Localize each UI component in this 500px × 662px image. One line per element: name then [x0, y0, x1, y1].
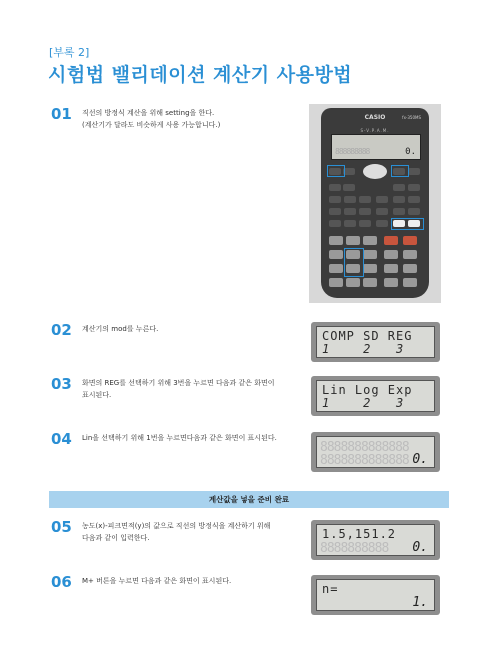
ready-banner: 계산값을 넣을 준비 완료	[49, 491, 449, 508]
calculator-key	[403, 278, 417, 287]
calculator-key	[376, 220, 388, 227]
highlight-numbers	[344, 248, 364, 277]
calculator-key	[376, 208, 388, 215]
calculator-image	[309, 104, 441, 303]
lcd-line-1: n=	[322, 582, 339, 596]
step-description	[82, 520, 292, 544]
calculator-key	[384, 264, 398, 273]
calculator-brand: CASIO	[364, 114, 386, 121]
lcd-screen-n	[311, 575, 440, 615]
step-line: M+ 버튼을 누르면 다음과 같은 화면이 표시된다.	[82, 577, 232, 585]
calculator-key	[403, 250, 417, 259]
highlight-mode	[391, 165, 409, 177]
calculator-key	[384, 278, 398, 287]
lcd-value: 1.	[412, 595, 428, 610]
calculator-key	[403, 264, 417, 273]
step-number: 01	[51, 105, 72, 123]
lcd-line-2: 1 2 3	[322, 396, 405, 410]
lcd-screen-lin	[311, 432, 440, 472]
lcd-line-1: Lin Log Exp	[322, 383, 413, 397]
calculator-body	[321, 108, 429, 298]
calculator-key	[344, 208, 356, 215]
step-line: (계산기가 달라도 비슷하게 사용 가능합니다.)	[82, 121, 221, 129]
calculator-key	[344, 220, 356, 227]
calculator-key	[384, 250, 398, 259]
step-line: Lin을 선택하기 위해 1번을 누르면다음과 같은 화면이 표시된다.	[82, 434, 277, 442]
replay-pad	[363, 164, 387, 179]
lcd-screen-reg	[311, 376, 440, 416]
calculator-key	[393, 208, 405, 215]
step-line: 화면의 REG를 선택하기 위해 3번을 누르면 다음과 같은 화면이	[82, 379, 275, 387]
step-number: 04	[51, 430, 72, 448]
calculator-key	[329, 196, 341, 203]
display-value: 0.	[405, 147, 416, 157]
calculator-key	[359, 196, 371, 203]
lcd-segments: 8888888888888	[320, 440, 409, 455]
calculator-key	[329, 264, 343, 273]
calculator-svpam: S-V.P.A.M.	[360, 128, 390, 133]
step-line: 표시된다.	[82, 391, 112, 399]
lcd-line-2: 1 2 3	[322, 342, 405, 356]
highlight-m-plus	[391, 218, 424, 230]
calculator-key	[329, 208, 341, 215]
step-description	[82, 377, 292, 401]
step-line: 직선의 방정식 계산을 위해 setting을 한다.	[82, 109, 215, 117]
appendix-label: [부록 2]	[49, 46, 90, 59]
lcd-screen-input	[311, 520, 440, 560]
calculator-key	[329, 220, 341, 227]
calculator-key	[346, 278, 360, 287]
step-number: 03	[51, 375, 72, 393]
calculator-key	[346, 236, 360, 245]
step-number: 06	[51, 573, 72, 591]
calculator-key	[376, 196, 388, 203]
calculator-key	[363, 278, 377, 287]
step-number: 02	[51, 321, 72, 339]
calculator-key	[359, 208, 371, 215]
calculator-key	[363, 264, 377, 273]
calculator-key	[408, 208, 420, 215]
lcd-value: 0.	[412, 540, 428, 555]
lcd-segments: 8888888888	[320, 541, 389, 556]
calculator-key	[384, 236, 398, 245]
step-line: 농도(x)-피크면적(y)의 값으로 직선의 방정식을 계산하기 위해	[82, 522, 271, 530]
display-segments: 888888888	[335, 147, 370, 156]
step-description	[82, 323, 292, 335]
calculator-key	[343, 184, 355, 191]
calculator-key	[363, 250, 377, 259]
on-key	[408, 168, 420, 175]
step-description	[82, 575, 292, 587]
lcd-line-1: COMP SD REG	[322, 329, 413, 343]
step-description	[82, 107, 292, 131]
calculator-key	[403, 236, 417, 245]
lcd-line-1: 1.5,151.2	[322, 527, 397, 541]
calculator-key	[329, 278, 343, 287]
calculator-key	[344, 196, 356, 203]
calculator-key	[359, 220, 371, 227]
calculator-key	[393, 184, 405, 191]
calculator-key	[408, 184, 420, 191]
calculator-display	[331, 134, 421, 160]
calculator-key	[329, 236, 343, 245]
calculator-model: fx-350MS	[402, 115, 421, 120]
calculator-key	[329, 250, 343, 259]
step-description	[82, 432, 292, 444]
page-title: 시험법 밸리데이션 계산기 사용방법	[48, 64, 353, 86]
calculator-key	[329, 184, 341, 191]
lcd-screen-mode	[311, 322, 440, 362]
calculator-key	[393, 196, 405, 203]
lcd-segments: 8888888888888	[320, 453, 409, 468]
step-line: 계산기의 mod를 누른다.	[82, 325, 159, 333]
calculator-key	[408, 196, 420, 203]
calculator-key	[363, 236, 377, 245]
step-line: 다음과 같이 입력한다.	[82, 534, 150, 542]
step-number: 05	[51, 518, 72, 536]
lcd-value: 0.	[412, 452, 428, 467]
highlight-shift	[327, 165, 345, 177]
